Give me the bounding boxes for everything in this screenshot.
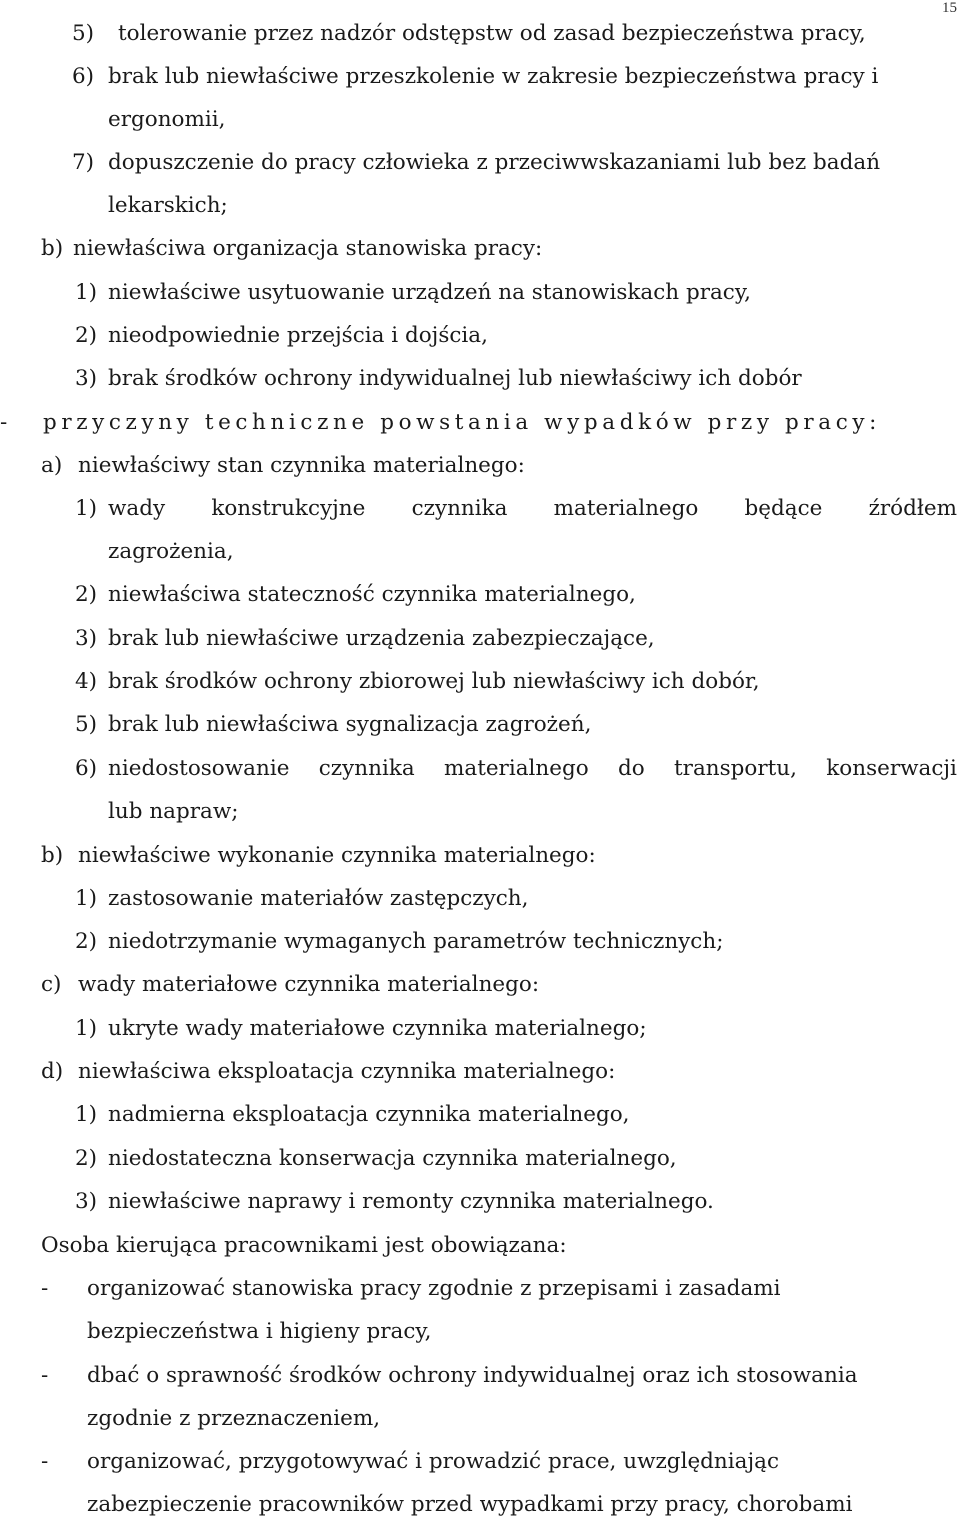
word: czynnika xyxy=(411,496,508,521)
line-text: niewłaściwe naprawy i remonty czynnika materialnego. xyxy=(108,1189,714,1214)
text-line xyxy=(0,1490,960,1520)
word: wady xyxy=(108,496,166,521)
text-line xyxy=(0,841,960,871)
word: konstrukcyjne xyxy=(211,496,366,521)
list-marker: 7) xyxy=(72,150,95,175)
section-heading-spaced: przyczyny techniczne powstania wypadków przy pracy: xyxy=(43,410,881,435)
word: niedostosowanie xyxy=(108,756,290,781)
list-marker: 4) xyxy=(75,669,98,694)
line-text: brak lub niewłaściwe przeszkolenie w zakresie bezpieczeństwa pracy i xyxy=(108,64,879,89)
bullet-dash: - xyxy=(41,1363,49,1388)
line-text: organizować, przygotowywać i prowadzić prace, uwzględniając xyxy=(87,1449,779,1474)
bullet-dash: - xyxy=(41,1449,49,1474)
list-marker: 2) xyxy=(75,582,98,607)
line-text: niewłaściwe wykonanie czynnika materialnego: xyxy=(78,843,596,868)
list-marker: b) xyxy=(41,236,64,261)
line-text: ukryte wady materiałowe czynnika materialnego; xyxy=(108,1016,647,1041)
line-text: dopuszczenie do pracy człowieka z przeciwwskazaniami lub bez badań xyxy=(108,150,881,175)
text-line xyxy=(0,148,960,178)
text-line xyxy=(0,624,960,654)
line-text: nieodpowiednie przejścia i dojścia, xyxy=(108,323,488,348)
line-text: lekarskich; xyxy=(108,193,228,218)
list-marker: 5) xyxy=(72,21,95,46)
list-marker: a) xyxy=(41,453,63,478)
line-text: brak lub niewłaściwe urządzenia zabezpieczające, xyxy=(108,626,655,651)
text-line xyxy=(0,537,960,567)
text-line xyxy=(0,710,960,740)
list-marker: 1) xyxy=(75,1016,98,1041)
text-line xyxy=(0,884,960,914)
text-line xyxy=(0,364,960,394)
word: czynnika xyxy=(318,756,415,781)
text-line xyxy=(0,1317,960,1347)
line-text: niewłaściwy stan czynnika materialnego: xyxy=(78,453,525,478)
list-marker: 2) xyxy=(75,323,98,348)
line-text: brak lub niewłaściwa sygnalizacja zagrożeń, xyxy=(108,712,592,737)
line-text: Osoba kierująca pracownikami jest obowiązana: xyxy=(41,1233,567,1258)
text-line xyxy=(0,1057,960,1087)
line-text: dbać o sprawność środków ochrony indywidualnej oraz ich stosowania xyxy=(87,1363,858,1388)
text-line xyxy=(0,494,960,524)
line-text: niedostateczna konserwacja czynnika materialnego, xyxy=(108,1146,677,1171)
page-number: 15 xyxy=(942,0,957,16)
word: konserwacji xyxy=(826,756,957,781)
list-marker: 1) xyxy=(75,280,98,305)
line-text: wady materiałowe czynnika materialnego: xyxy=(78,972,540,997)
list-marker: b) xyxy=(41,843,64,868)
list-marker: 6) xyxy=(72,64,95,89)
word: transportu, xyxy=(674,756,797,781)
text-line xyxy=(0,797,960,827)
text-line xyxy=(0,408,960,438)
list-marker: 6) xyxy=(75,756,98,781)
text-line xyxy=(0,754,960,784)
text-line xyxy=(0,1361,960,1391)
text-line xyxy=(0,278,960,308)
list-marker: c) xyxy=(41,972,62,997)
line-text: niewłaściwe usytuowanie urządzeń na stanowiskach pracy, xyxy=(108,280,751,305)
line-text xyxy=(108,494,957,524)
text-line xyxy=(0,1231,960,1261)
line-text: organizować stanowiska pracy zgodnie z przepisami i zasadami xyxy=(87,1276,781,1301)
text-line xyxy=(0,580,960,610)
line-text: niewłaściwa organizacja stanowiska pracy: xyxy=(73,236,543,261)
text-line xyxy=(0,191,960,221)
list-marker: 3) xyxy=(75,366,98,391)
line-text: zabezpieczenie pracowników przed wypadkami przy pracy, chorobami xyxy=(87,1492,853,1517)
text-line xyxy=(0,970,960,1000)
list-marker: d) xyxy=(41,1059,64,1084)
list-marker: 3) xyxy=(75,626,98,651)
line-text: niewłaściwa stateczność czynnika materialnego, xyxy=(108,582,636,607)
text-line xyxy=(0,321,960,351)
word: będące xyxy=(744,496,823,521)
list-marker: 1) xyxy=(75,1102,98,1127)
text-line xyxy=(0,1100,960,1130)
word: materialnego xyxy=(553,496,699,521)
word: źródłem xyxy=(868,496,957,521)
line-text xyxy=(108,754,957,784)
line-text: brak środków ochrony indywidualnej lub niewłaściwy ich dobór xyxy=(108,366,802,391)
line-text: bezpieczeństwa i higieny pracy, xyxy=(87,1319,432,1344)
list-marker: 2) xyxy=(75,929,98,954)
word: materialnego xyxy=(443,756,589,781)
line-text: niewłaściwa eksploatacja czynnika materialnego: xyxy=(78,1059,616,1084)
text-line xyxy=(0,1447,960,1477)
text-line xyxy=(0,1404,960,1434)
list-marker: 5) xyxy=(75,712,98,737)
list-marker: 1) xyxy=(75,496,98,521)
bullet-dash: - xyxy=(41,1276,49,1301)
text-line xyxy=(0,1274,960,1304)
word: do xyxy=(618,756,645,781)
line-text: tolerowanie przez nadzór odstępstw od zasad bezpieczeństwa pracy, xyxy=(118,21,866,46)
bullet-dash: - xyxy=(0,410,8,435)
line-text: zastosowanie materiałów zastępczych, xyxy=(108,886,529,911)
list-marker: 1) xyxy=(75,886,98,911)
list-marker: 2) xyxy=(75,1146,98,1171)
line-text: zgodnie z przeznaczeniem, xyxy=(87,1406,381,1431)
text-line xyxy=(0,667,960,697)
line-text: niedotrzymanie wymaganych parametrów technicznych; xyxy=(108,929,724,954)
text-line xyxy=(0,1187,960,1217)
line-text: zagrożenia, xyxy=(108,539,234,564)
text-line xyxy=(0,19,960,49)
text-line xyxy=(0,451,960,481)
text-line xyxy=(0,62,960,92)
line-text: lub napraw; xyxy=(108,799,239,824)
text-line xyxy=(0,1144,960,1174)
line-text: nadmierna eksploatacja czynnika materialnego, xyxy=(108,1102,630,1127)
line-text: ergonomii, xyxy=(108,107,226,132)
text-line xyxy=(0,234,960,264)
text-line xyxy=(0,1014,960,1044)
list-marker: 3) xyxy=(75,1189,98,1214)
line-text: brak środków ochrony zbiorowej lub niewłaściwy ich dobór, xyxy=(108,669,760,694)
text-line xyxy=(0,927,960,957)
text-line xyxy=(0,105,960,135)
